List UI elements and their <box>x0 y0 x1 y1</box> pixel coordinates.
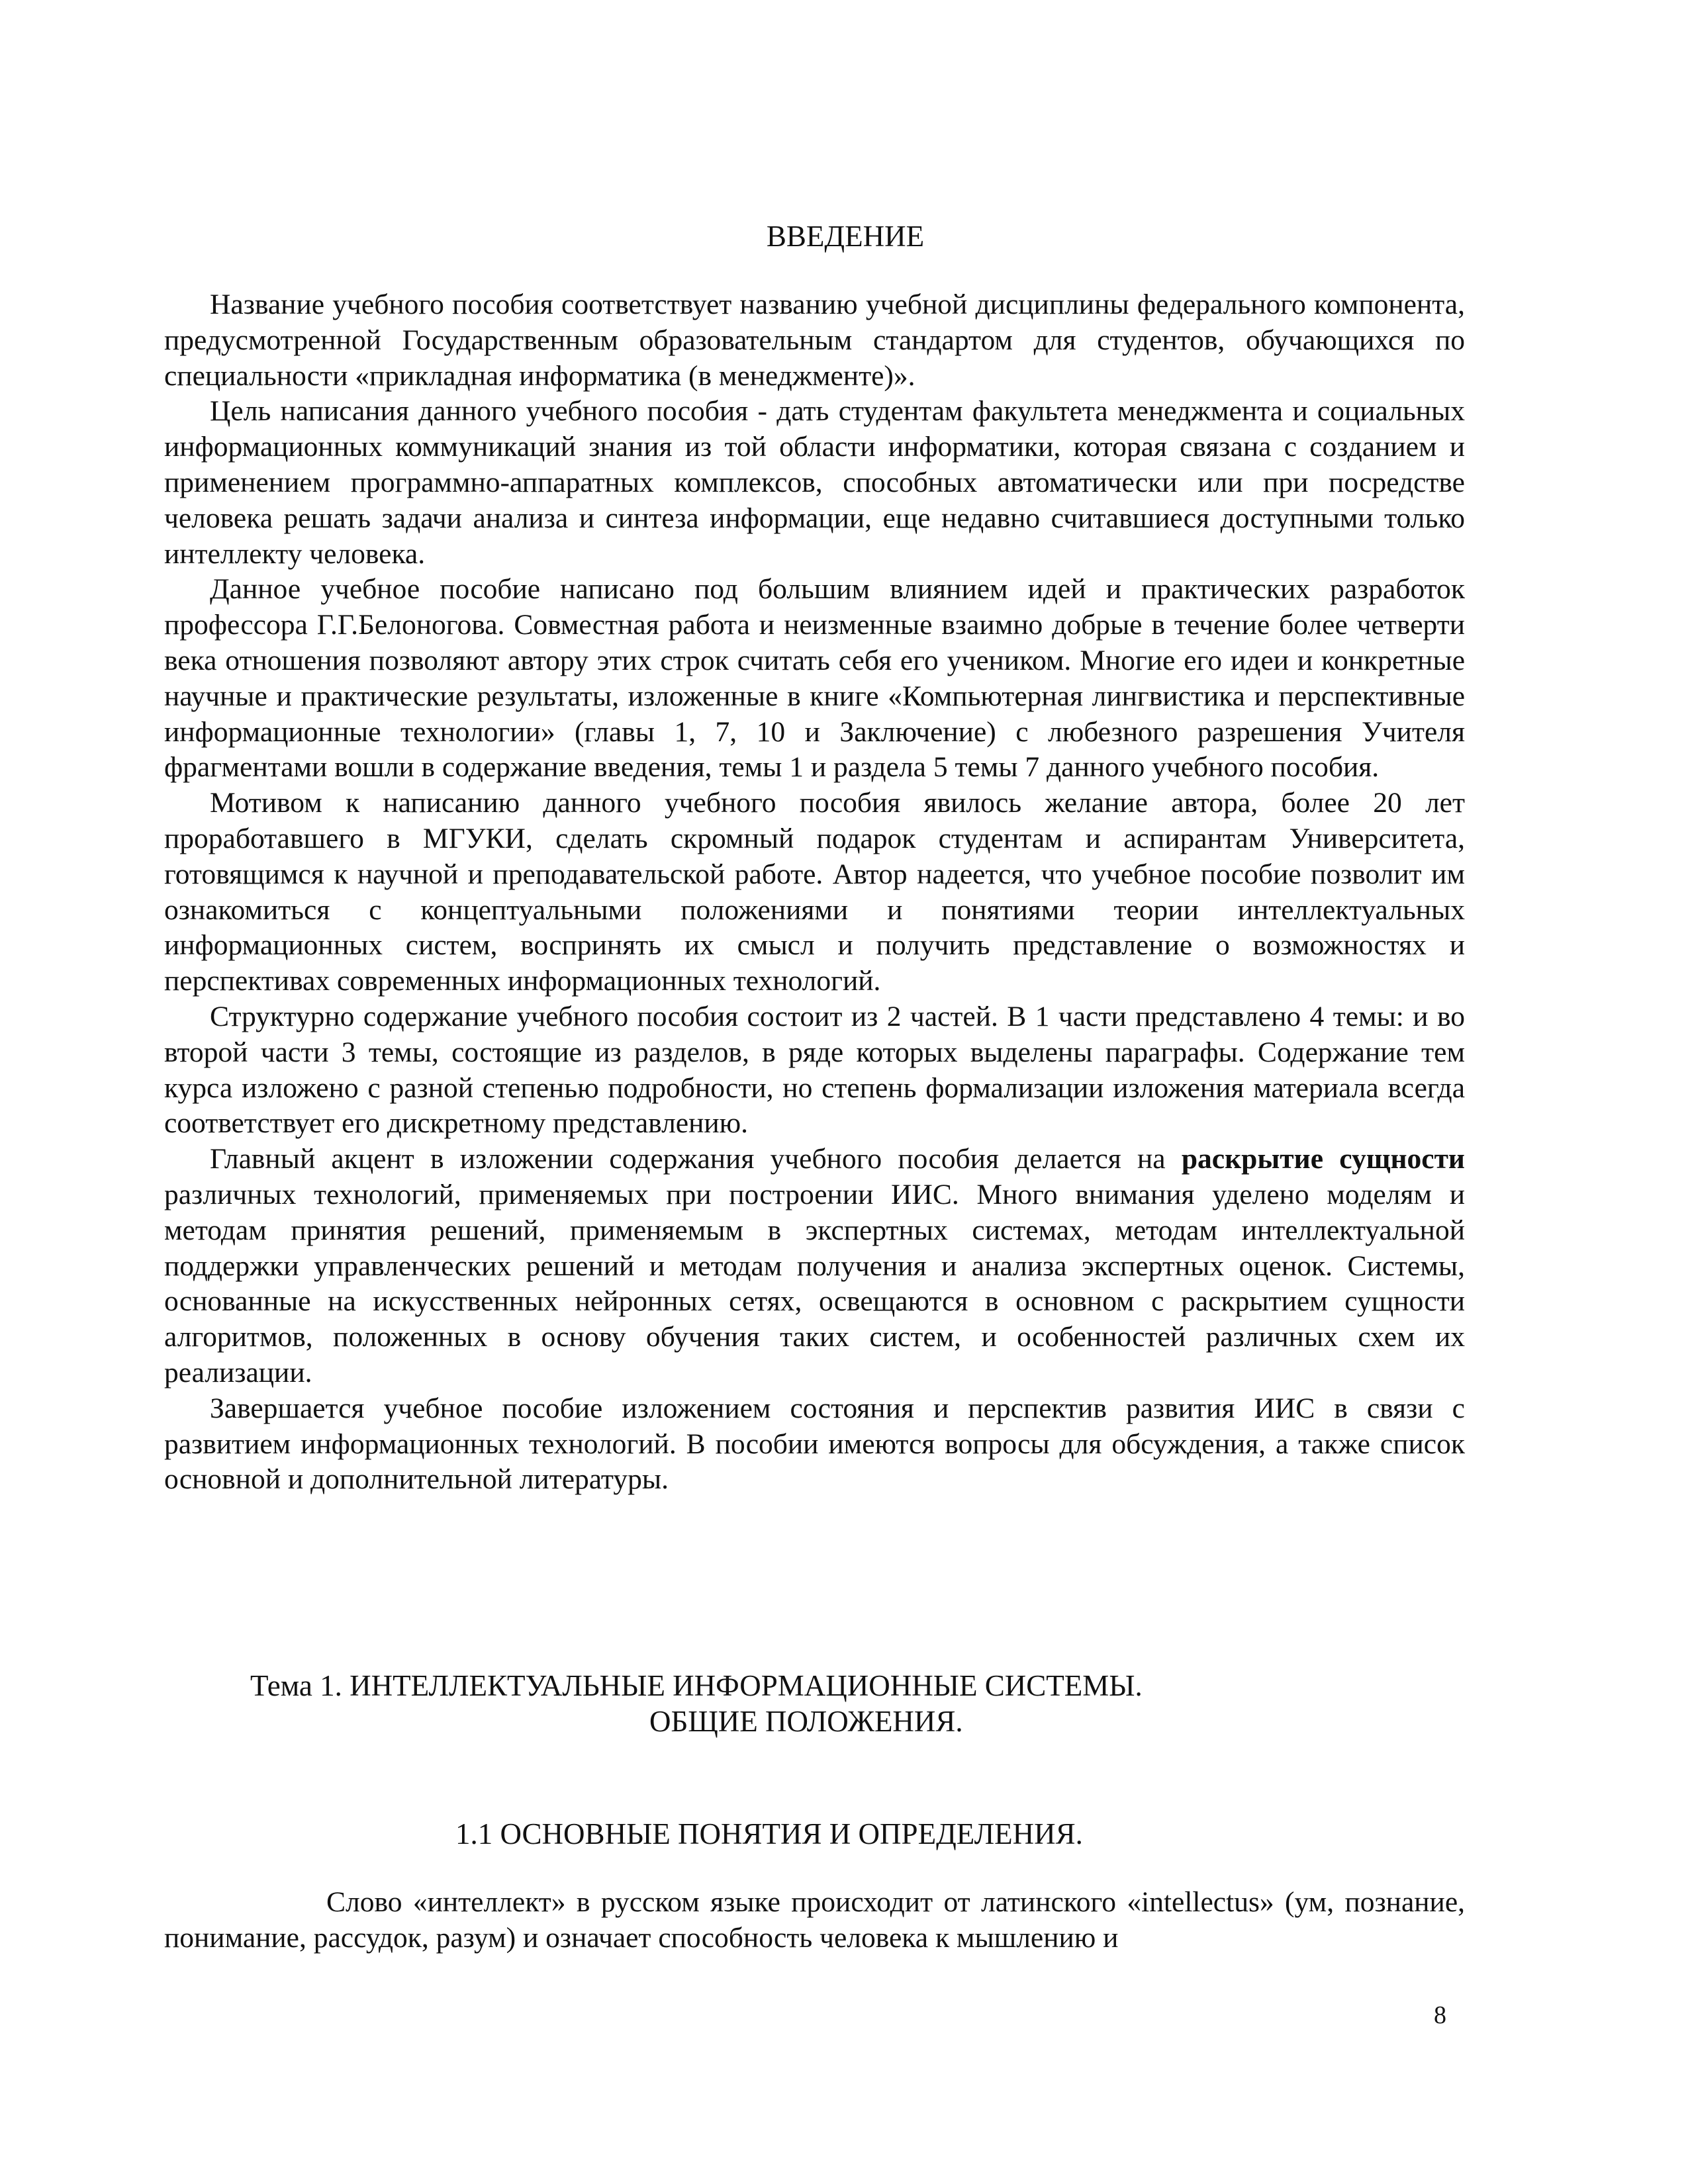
section-body <box>164 1885 1465 1956</box>
introduction-title: ВВЕДЕНИЕ <box>766 220 925 253</box>
introduction-paragraph: Мотивом к написанию данного учебного пособия явилось желание автора, более 20 лет проработавшего в МГУКИ, сделать скромный подарок студентам и аспирантам Университета, готовящимся к научной и преподавательской работе. Автор надеется, что учебное пособие позволит им ознакомиться с концептуальными положениями и понятиями теории интеллектуальных информационных систем, воспринять их смысл и получить представление о возможностях и перспективах современных информационных технологий. <box>164 787 1465 997</box>
introduction-paragraph: Цель написания данного учебного пособия - дать студентам факультета менеджмента и социальных информационных коммуникаций знания из той области информатики, которая связана с созданием и применением программно-аппаратных комплексов, способных автоматически или при посредстве человека решать задачи анализа и синтеза информации, еще недавно считавшиеся доступными только интеллекту человека. <box>164 395 1465 570</box>
introduction-accent-paragraph <box>164 1142 1465 1391</box>
introduction-closing-paragraph: Завершается учебное пособие изложением состояния и перспектив развития ИИС в связи с развитием информационных технологий. В пособии имеются вопросы для обсуждения, а также список основной и дополнительной литературы. <box>164 1392 1465 1496</box>
accent-bold-text: раскрытие сущности <box>1181 1143 1465 1175</box>
page-number: 8 <box>1434 2001 1446 2029</box>
introduction-paragraph: Данное учебное пособие написано под большим влиянием идей и практических разработок профессора Г.Г.Белоногова. Совместная работа и неизменные взаимно добрые в течение более четверти века отношения позволяют автору этих строк считать себя его учеником. Многие его идеи и конкретные научные и практические результаты, изложенные в книге «Компьютерная лингвистика и перспективные информационные технологии» (главы 1, 7, 10 и Заключение) с любезного разрешения Учителя фрагментами вошли в содержание введения, темы 1 и раздела 5 темы 7 данного учебного пособия. <box>164 573 1465 784</box>
topic-title-line-1: Тема 1. ИНТЕЛЛЕКТУАЛЬНЫЕ ИНФОРМАЦИОННЫЕ СИСТЕМЫ. <box>250 1669 1143 1702</box>
accent-text-before: Главный акцент в изложении содержания учебного пособия делается на <box>210 1143 1182 1175</box>
introduction-paragraph: Структурно содержание учебного пособия состоит из 2 частей. В 1 части представлено 4 темы: и во второй части 3 темы, состоящие из разделов, в ряде которых выделены параграфы. Содержание тем курса изложено с разной степенью подробности, но степень формализации изложения материала всегда соответствует его дискретному представлению. <box>164 1000 1465 1140</box>
introduction-paragraph: Название учебного пособия соответствует названию учебной дисциплины федерального компонента, предусмотренной Государственным образовательным стандартом для студентов, обучающихся по специальности «прикладная информатика (в менеджменте)». <box>164 289 1465 392</box>
introduction-body <box>164 287 1465 1498</box>
topic-title-line-2: ОБЩИЕ ПОЛОЖЕНИЯ. <box>649 1705 963 1738</box>
section-paragraph: Слово «интеллект» в русском языке происходит от латинского «intellectus» (ум, познание, понимание, рассудок, разум) и означает способность человека к мышлению и <box>164 1886 1465 1954</box>
accent-text-after: различных технологий, применяемых при построении ИИС. Много внимания уделено моделям и методам принятия решений, применяемым в экспертных системах, методам интеллектуальной поддержки управленческих решений и методам получения и анализа экспертных оценок. Системы, основанные на искусственных нейронных сетях, освещаются в основном с раскрытием сущности алгоритмов, положенных в основу обучения таких систем, и особенностей различных схем их реализации. <box>164 1178 1465 1388</box>
section-title: 1.1 ОСНОВНЫЕ ПОНЯТИЯ И ОПРЕДЕЛЕНИЯ. <box>455 1817 1083 1850</box>
